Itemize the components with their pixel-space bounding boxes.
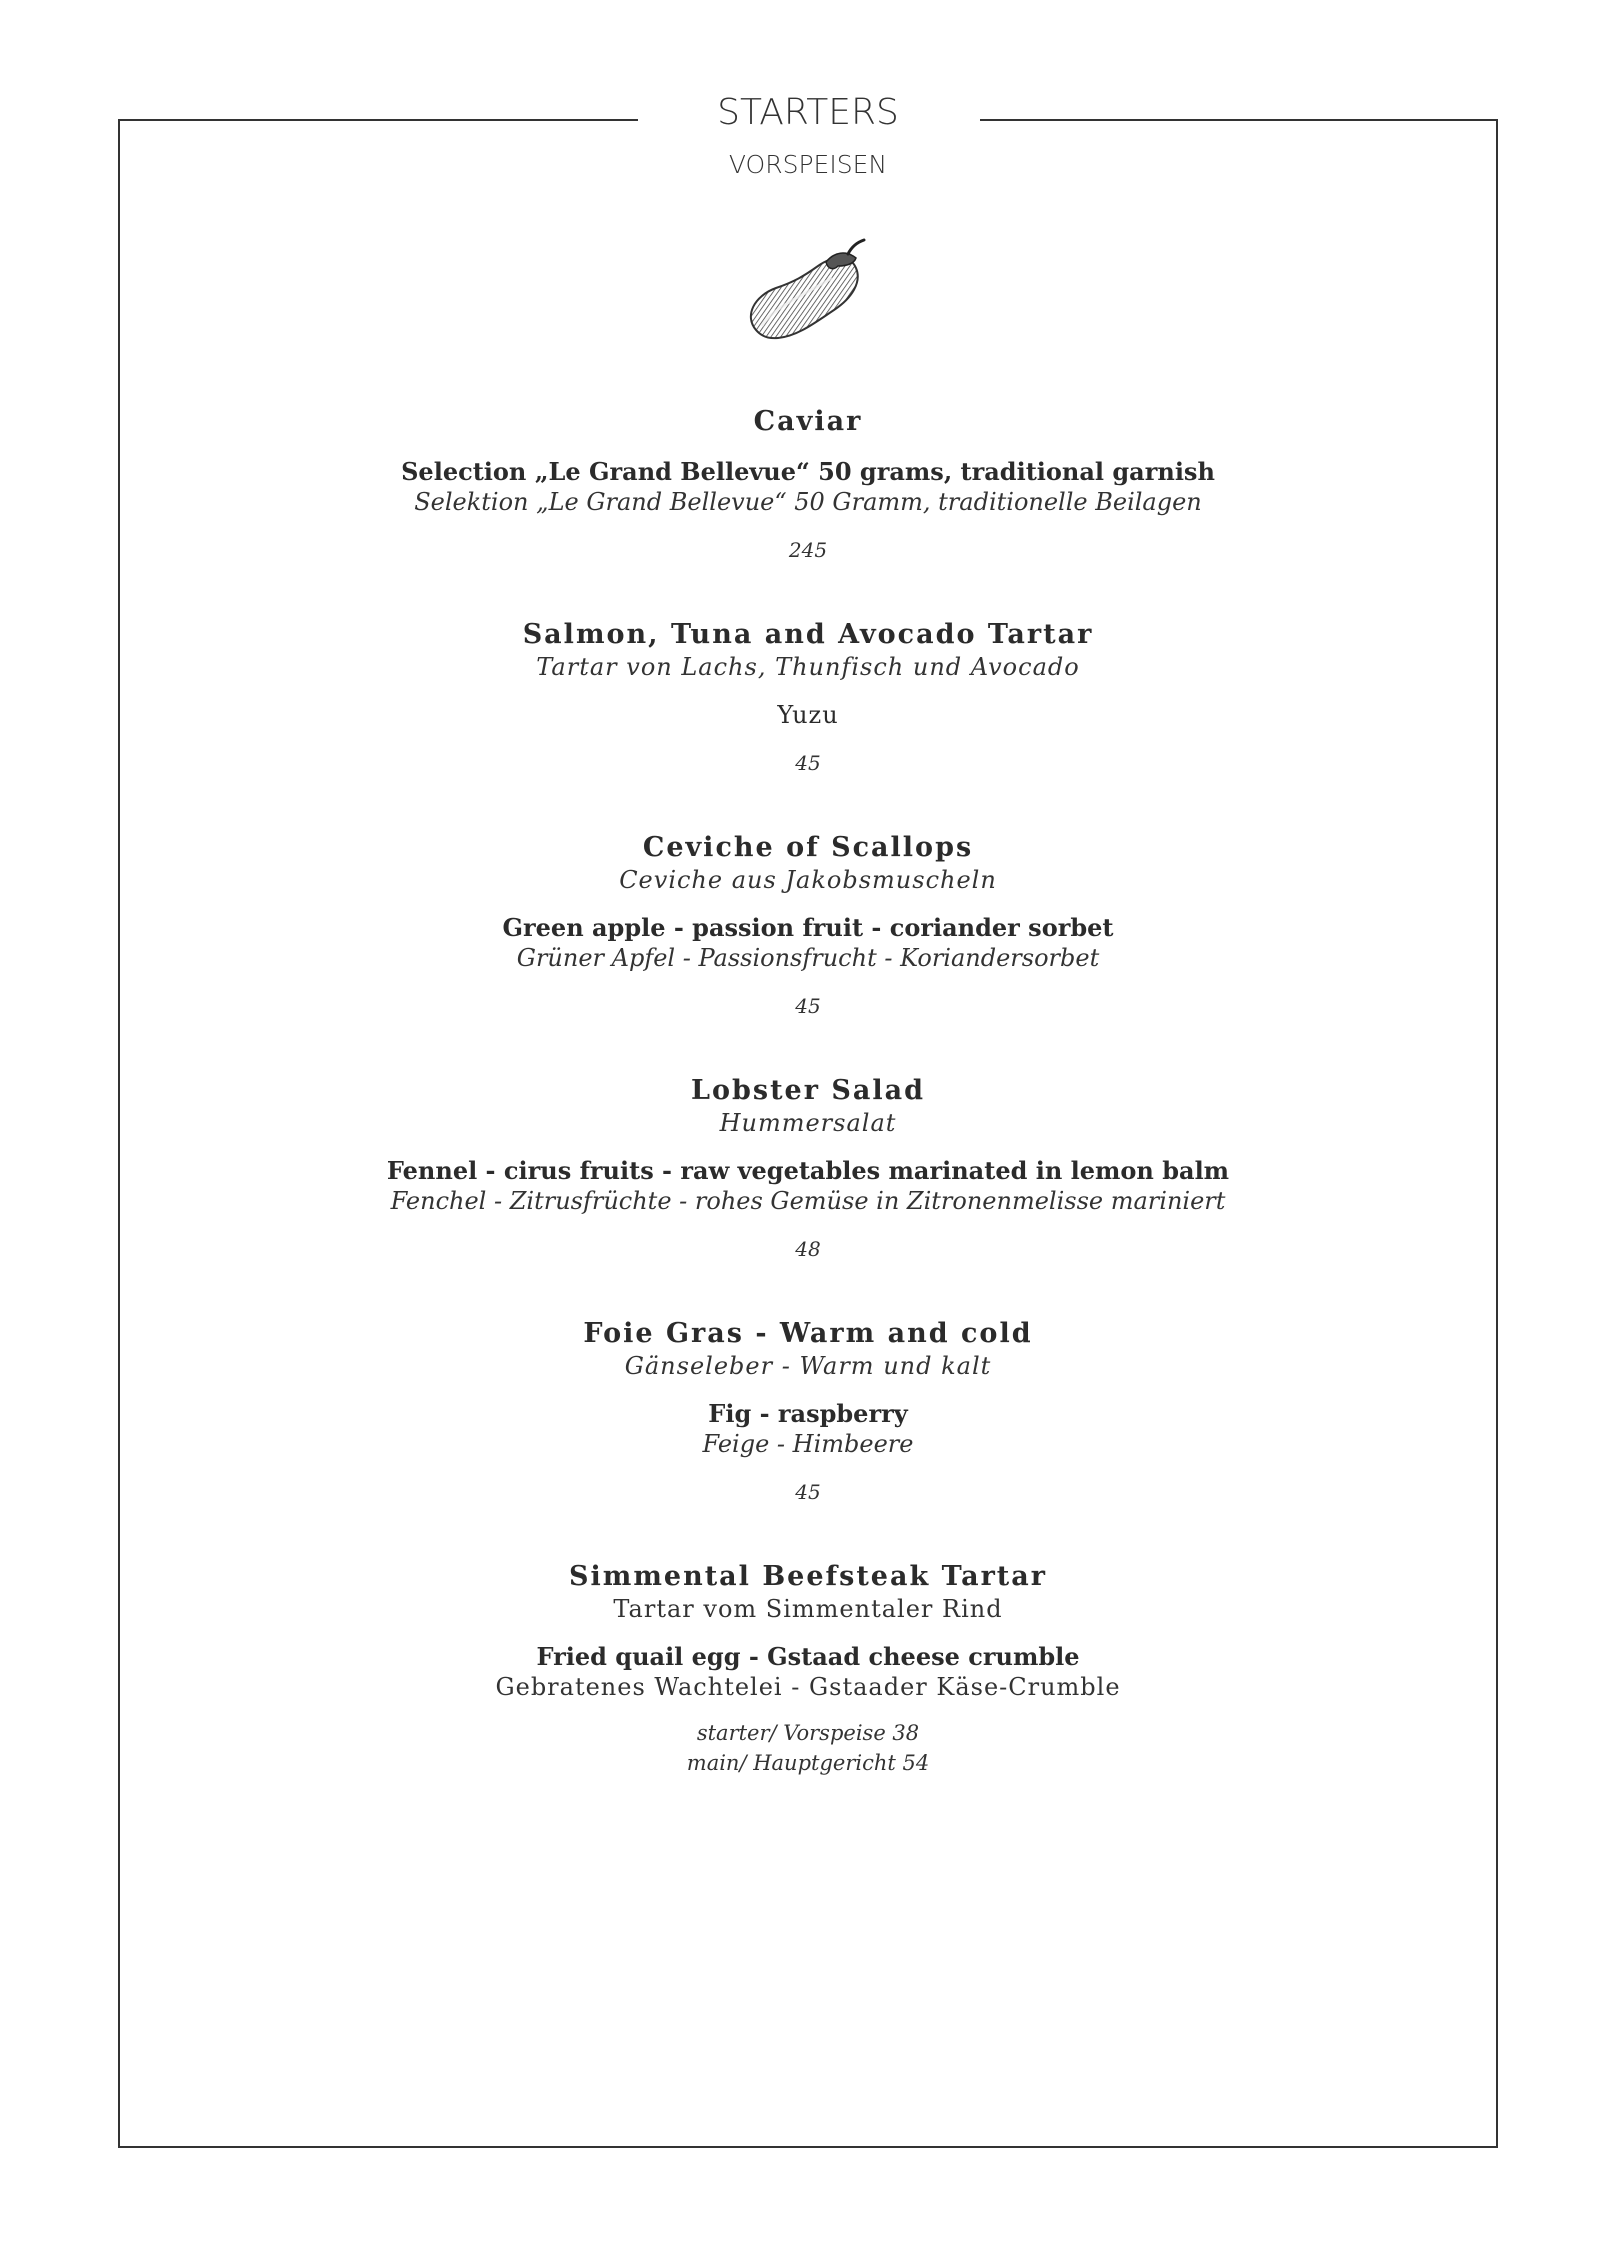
page-title: STARTERS [717,92,899,133]
item-title: Salmon, Tuna and Avocado Tartar [522,619,1094,650]
item-title: Ceviche of Scallops [642,832,974,863]
item-price: 45 [795,994,821,1018]
item-title-de: Tartar vom Simmentaler Rind [613,1595,1003,1623]
item-price-options [0,1718,1616,1778]
item-title: Simmental Beefsteak Tartar [569,1561,1047,1592]
item-title-de: Ceviche aus Jakobsmuscheln [619,866,997,894]
item-price: 45 [795,751,821,775]
item-description: Yuzu [777,701,839,729]
item-price-main: main/ Hauptgericht 54 [686,1751,930,1775]
item-title: Foie Gras - Warm and cold [583,1318,1033,1349]
item-title-de: Gänseleber - Warm und kalt [624,1352,992,1380]
item-price: 45 [795,1480,821,1504]
item-title: Lobster Salad [691,1075,925,1106]
item-description: Selection „Le Grand Bellevue“ 50 grams, traditional garnish [401,457,1215,486]
menu-item-tartar [0,618,1616,776]
item-price: 245 [788,538,828,562]
menu-item-foie-gras [0,1317,1616,1505]
item-price-starter: starter/ Vorspeise 38 [696,1721,920,1745]
item-description-de: Fenchel - Zitrusfrüchte - rohes Gemüse in Zitronenmelisse mariniert [390,1187,1226,1215]
item-description-de: Grüner Apfel - Passionsfrucht - Koriandersorbet [516,944,1100,972]
item-description-de: Feige - Himbeere [702,1430,914,1458]
menu-item-beefsteak-tartar [0,1560,1616,1778]
page-subtitle: VORSPEISEN [728,150,888,179]
menu-item-lobster-salad [0,1074,1616,1262]
item-description: Fennel - cirus fruits - raw vegetables marinated in lemon balm [386,1156,1230,1185]
menu-item-ceviche [0,831,1616,1019]
item-description-de: Gebratenes Wachtelei - Gstaader Käse-Crumble [495,1673,1121,1701]
item-description-de: Selektion „Le Grand Bellevue“ 50 Gramm, traditionelle Beilagen [414,488,1202,516]
menu-list [0,405,1616,1833]
menu-item-caviar [0,405,1616,563]
item-title: Caviar [753,406,863,437]
eggplant-icon [742,238,868,348]
item-title-de: Hummersalat [719,1109,897,1137]
item-description: Fried quail egg - Gstaad cheese crumble [536,1642,1080,1671]
item-title-de: Tartar von Lachs, Thunfisch und Avocado [536,653,1080,681]
item-description: Green apple - passion fruit - coriander sorbet [502,913,1114,942]
item-description: Fig - raspberry [708,1399,908,1428]
item-price: 48 [795,1237,821,1261]
